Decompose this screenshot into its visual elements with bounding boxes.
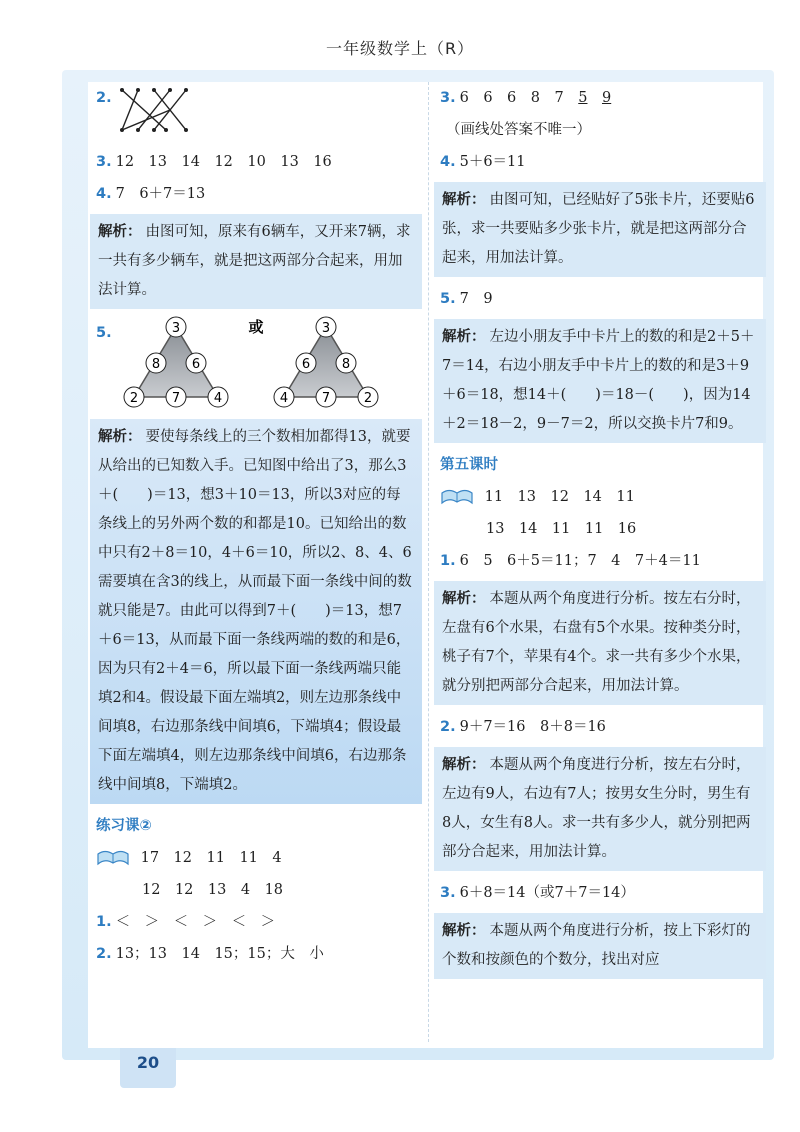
lesson-5-row-1-text: 11 13 12 14 11 bbox=[484, 489, 635, 505]
lesson-answer-3-number: 3. bbox=[440, 885, 456, 901]
practice-2-number: 2. bbox=[96, 946, 112, 962]
answer-4-number: 4. bbox=[96, 186, 112, 202]
right-answer-4 bbox=[440, 146, 760, 178]
right-answer-3-number: 3. bbox=[440, 90, 456, 106]
explanation-label: 解析： bbox=[98, 429, 142, 445]
explanation-label: 解析： bbox=[442, 591, 486, 607]
practice-row-2: 12 12 13 4 18 bbox=[142, 882, 284, 898]
explanation-text: 由图可知，已经贴好了5张卡片，还要贴6张，求一共要贴多少张卡片，就是把这两部分合起来，用加法计算。 bbox=[442, 192, 755, 266]
practice-1-text: ＜ ＞ ＜ ＞ ＜ ＞ bbox=[115, 914, 276, 930]
page-header: 一年级数学上（R） bbox=[325, 39, 475, 58]
triangle-puzzles-figure bbox=[116, 315, 406, 415]
right-answer-5-number: 5. bbox=[440, 291, 456, 307]
explanation-text: 要使每条线上的三个数相加都得13，就要从给出的已知数入手。已知图中给出了3，那么3＋( )＝13，想3＋10＝13，所以3对应的每条线上的另外两个数的和都是10。已知给出的数中只有2＋8＝10，4＋6＝10，所以2、8、4、6需要填在含3的线上，从而最下面一条线中间的数就只能是7。由此可以得到7＋( )＝13，想7＋6＝13，从而最下面一条线两端的数的和是6，因为只有2＋4＝6，所以最下面一条线两端只能填2和4。假设最下面左端填2，则左边那条线中间填8，右边那条线中间填6，下端填4；假设最下面左端填4，则左边那条线中间填6，右边那条线中间填8，下端填2。 bbox=[98, 429, 412, 793]
column-divider bbox=[428, 82, 429, 1042]
lesson-5-title: 第五课时 bbox=[440, 457, 498, 473]
lesson-answer-2-number: 2. bbox=[440, 719, 456, 735]
underlined-answer-1: 5 bbox=[578, 90, 588, 106]
answer-3-number: 3. bbox=[96, 154, 112, 170]
answer-5-number: 5. bbox=[96, 325, 112, 341]
line-matching-figure bbox=[116, 82, 196, 138]
answer-3-text: 12 13 14 12 10 13 16 bbox=[115, 154, 332, 170]
lesson-answer-3-explanation bbox=[434, 913, 766, 979]
right-answer-5-text: 7 9 bbox=[459, 291, 493, 307]
right-answer-3 bbox=[440, 82, 760, 114]
lesson-answer-3 bbox=[440, 877, 760, 909]
right-answer-5 bbox=[440, 283, 760, 315]
tri2-mid-left: 6 bbox=[301, 357, 310, 372]
right-answer-4-text: 5＋6＝11 bbox=[459, 154, 526, 170]
tri2-bottom-right: 2 bbox=[363, 391, 372, 406]
or-label: 或 bbox=[248, 318, 264, 336]
tri2-mid-right: 8 bbox=[341, 357, 350, 372]
tri1-mid-right: 6 bbox=[191, 357, 200, 372]
tri1-top: 3 bbox=[171, 321, 180, 336]
right-answer-3-text: 6 6 6 8 7 bbox=[459, 90, 579, 106]
lesson-answer-1-text: 6 5 6＋5＝11；7 4 7＋4＝11 bbox=[459, 553, 701, 569]
right-answer-5-explanation bbox=[434, 319, 766, 443]
right-column bbox=[440, 82, 760, 985]
triangle-puzzle-2 bbox=[274, 317, 378, 407]
answer-5-row bbox=[96, 315, 416, 415]
lesson-answer-2-explanation bbox=[434, 747, 766, 871]
practice-row-1 bbox=[96, 842, 416, 874]
answer-5-explanation bbox=[90, 419, 422, 804]
open-book-icon bbox=[96, 848, 130, 868]
explanation-label: 解析： bbox=[442, 757, 486, 773]
right-answer-4-number: 4. bbox=[440, 154, 456, 170]
explanation-text: 左边小朋友手中卡片上的数的和是2＋5＋7＝14，右边小朋友手中卡片上的数的和是3＋9＋6＝18，想14＋( )＝18－( )，因为14＋2＝18－2，9－7＝2，所以交换卡片7和9。 bbox=[442, 329, 755, 432]
explanation-text: 由图可知，原来有6辆车，又开来7辆，求一共有多少辆车，就是把这两部分合起来，用加法计算。 bbox=[98, 224, 411, 298]
explanation-label: 解析： bbox=[98, 224, 142, 240]
triangle-puzzle-1 bbox=[124, 317, 228, 407]
tri2-bottom-left: 4 bbox=[279, 391, 288, 406]
practice-2 bbox=[96, 938, 416, 970]
practice-row-1-text: 17 12 11 11 4 bbox=[140, 850, 282, 866]
lesson-5-row-1 bbox=[440, 481, 760, 513]
right-answer-4-explanation bbox=[434, 182, 766, 277]
lesson-answer-1 bbox=[440, 545, 760, 577]
right-answer-3-note: （画线处答案不唯一） bbox=[446, 122, 591, 138]
tri1-bottom-mid: 7 bbox=[171, 391, 180, 406]
lesson-5-row-2: 13 14 11 11 16 bbox=[486, 521, 637, 537]
tri1-bottom-left: 2 bbox=[129, 391, 138, 406]
explanation-text: 本题从两个角度进行分析。按左右分时，左盘有6个水果，右盘有5个水果。按种类分时，桃子有7个，苹果有4个。求一共有多少个水果，就分别把两部分合起来，用加法计算。 bbox=[442, 591, 751, 694]
explanation-label: 解析： bbox=[442, 192, 486, 208]
explanation-text: 本题从两个角度进行分析，按上下彩灯的个数和按颜色的个数分，找出对应 bbox=[442, 923, 751, 968]
left-column bbox=[96, 82, 416, 970]
practice-1 bbox=[96, 906, 416, 938]
answer-2-number: 2. bbox=[96, 90, 112, 106]
tri2-top: 3 bbox=[321, 321, 330, 336]
open-book-icon bbox=[440, 487, 474, 507]
lesson-answer-2 bbox=[440, 711, 760, 743]
practice-1-number: 1. bbox=[96, 914, 112, 930]
explanation-text: 本题从两个角度进行分析，按左右分时，左边有9人，右边有7人；按男女生分时，男生有8人，女生有8人。求一共有多少人，就分别把两部分合起来，用加法计算。 bbox=[442, 757, 751, 860]
answer-4 bbox=[96, 178, 416, 210]
practice-section-title: 练习课② bbox=[96, 818, 152, 834]
answer-4-explanation bbox=[90, 214, 422, 309]
tri1-bottom-right: 4 bbox=[213, 391, 222, 406]
lesson-answer-2-text: 9＋7＝16 8＋8＝16 bbox=[459, 719, 606, 735]
tri2-bottom-mid: 7 bbox=[321, 391, 330, 406]
explanation-label: 解析： bbox=[442, 923, 486, 939]
explanation-label: 解析： bbox=[442, 329, 486, 345]
answer-4-text: 7 6＋7＝13 bbox=[115, 186, 206, 202]
lesson-answer-3-text: 6＋8＝14（或7＋7＝14） bbox=[459, 885, 635, 901]
practice-2-text: 13；13 14 15；15；大 小 bbox=[115, 946, 324, 962]
answer-3 bbox=[96, 146, 416, 178]
underlined-answer-2: 9 bbox=[601, 90, 612, 106]
answer-2-row bbox=[96, 82, 416, 146]
lesson-answer-1-number: 1. bbox=[440, 553, 456, 569]
tri1-mid-left: 8 bbox=[151, 357, 160, 372]
page-number: 20 bbox=[120, 1048, 176, 1088]
spacer bbox=[587, 90, 602, 106]
lesson-answer-1-explanation bbox=[434, 581, 766, 705]
